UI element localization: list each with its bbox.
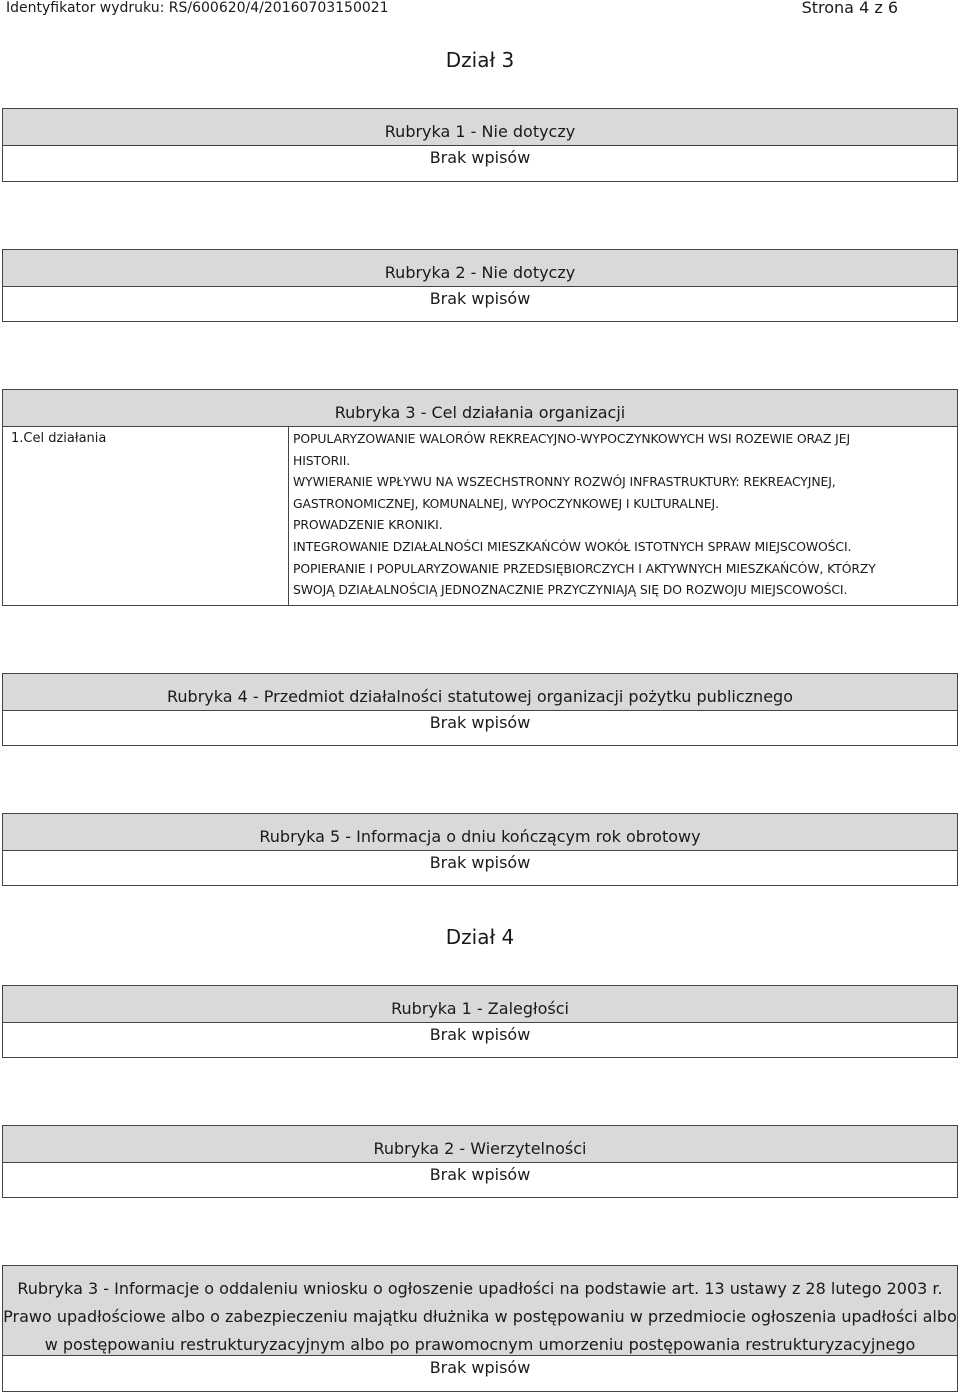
d4-rubryka-1-title: Rubryka 1 - Zaległości — [3, 986, 957, 1023]
d4-rubryka-1-box — [2, 985, 958, 1058]
cel-line: POPIERANIE I POPULARYZOWANIE PRZEDSIĘBIORCZYCH I AKTYWNYCH MIESZKAŃCÓW, KTÓRZY — [293, 560, 876, 576]
rubryka-4-title: Rubryka 4 - Przedmiot działalności statutowej organizacji pożytku publicznego — [3, 674, 957, 711]
cel-line: HISTORII. — [293, 452, 351, 468]
d4-rubryka-1-body: Brak wpisów — [429, 1025, 531, 1044]
rubryka-3-title: Rubryka 3 - Cel działania organizacji — [3, 390, 957, 427]
rubryka-1-body: Brak wpisów — [429, 148, 531, 167]
d4-rubryka-3-title-line: Prawo upadłościowe albo o zabezpieczeniu majątku dłużnika w postępowaniu w przedmiocie ogłoszenia upadłości albo — [3, 1307, 957, 1326]
page-number: Strona 4 z 6 — [801, 0, 898, 17]
print-identifier: Identyfikator wydruku: RS/600620/4/20160703150021 — [6, 0, 389, 16]
cel-dzialania-content — [289, 427, 957, 606]
cel-line: WYWIERANIE WPŁYWU NA WSZECHSTRONNY ROZWÓJ INFRASTRUKTURY: REKREACYJNEJ, — [293, 474, 836, 490]
rubryka-4-body: Brak wpisów — [429, 713, 531, 732]
d4-rubryka-3-box — [2, 1265, 958, 1392]
d4-rubryka-3-title-line: w postępowaniu restrukturyzacyjnym albo po prawomocnym umorzeniu postępowania restrukturyzacyjnego — [44, 1335, 916, 1354]
print-header — [0, 0, 960, 20]
rubryka-2-title: Rubryka 2 - Nie dotyczy — [3, 250, 957, 287]
rubryka-3-table — [3, 427, 957, 606]
section-title-dzial-3: Dział 3 — [445, 48, 515, 72]
cel-line: POPULARYZOWANIE WALORÓW REKREACYJNO-WYPOCZYNKOWYCH WSI ROZEWIE ORAZ JEJ — [293, 431, 850, 446]
rubryka-5-title: Rubryka 5 - Informacja o dniu kończącym rok obrotowy — [3, 814, 957, 851]
rubryka-4-box — [2, 673, 958, 746]
cel-line: INTEGROWANIE DZIAŁALNOŚCI MIESZKAŃCÓW WOKÓŁ ISTOTNYCH SPRAW MIEJSCOWOŚCI. — [293, 538, 852, 554]
rubryka-5-body: Brak wpisów — [429, 853, 531, 872]
cel-line: GASTRONOMICZNEJ, KOMUNALNEJ, WYPOCZYNKOWEJ I KULTURALNEJ. — [293, 495, 719, 511]
cel-dzialania-label: 1.Cel działania — [3, 427, 289, 606]
section-title-dzial-4: Dział 4 — [445, 925, 515, 949]
d4-rubryka-2-body: Brak wpisów — [429, 1165, 531, 1184]
rubryka-1-box — [2, 108, 958, 182]
rubryka-1-title: Rubryka 1 - Nie dotyczy — [3, 109, 957, 146]
d4-rubryka-3-body: Brak wpisów — [429, 1358, 531, 1377]
d4-rubryka-2-box — [2, 1125, 958, 1198]
d4-rubryka-2-title: Rubryka 2 - Wierzytelności — [3, 1126, 957, 1163]
cel-line: SWOJĄ DZIAŁALNOŚCIĄ JEDNOZNACZNIE PRZYCZYNIAJĄ SIĘ DO ROZWOJU MIEJSCOWOŚCI. — [293, 582, 848, 598]
rubryka-3-box — [2, 389, 958, 606]
rubryka-5-box — [2, 813, 958, 886]
d4-rubryka-3-title — [3, 1266, 957, 1356]
rubryka-2-body: Brak wpisów — [429, 289, 531, 308]
cel-line: PROWADZENIE KRONIKI. — [293, 517, 443, 533]
rubryka-2-box — [2, 249, 958, 322]
d4-rubryka-3-title-line: Rubryka 3 - Informacje o oddaleniu wniosku o ogłoszenie upadłości na podstawie art. 13 ustawy z 28 lutego 2003 r. — [17, 1279, 943, 1298]
